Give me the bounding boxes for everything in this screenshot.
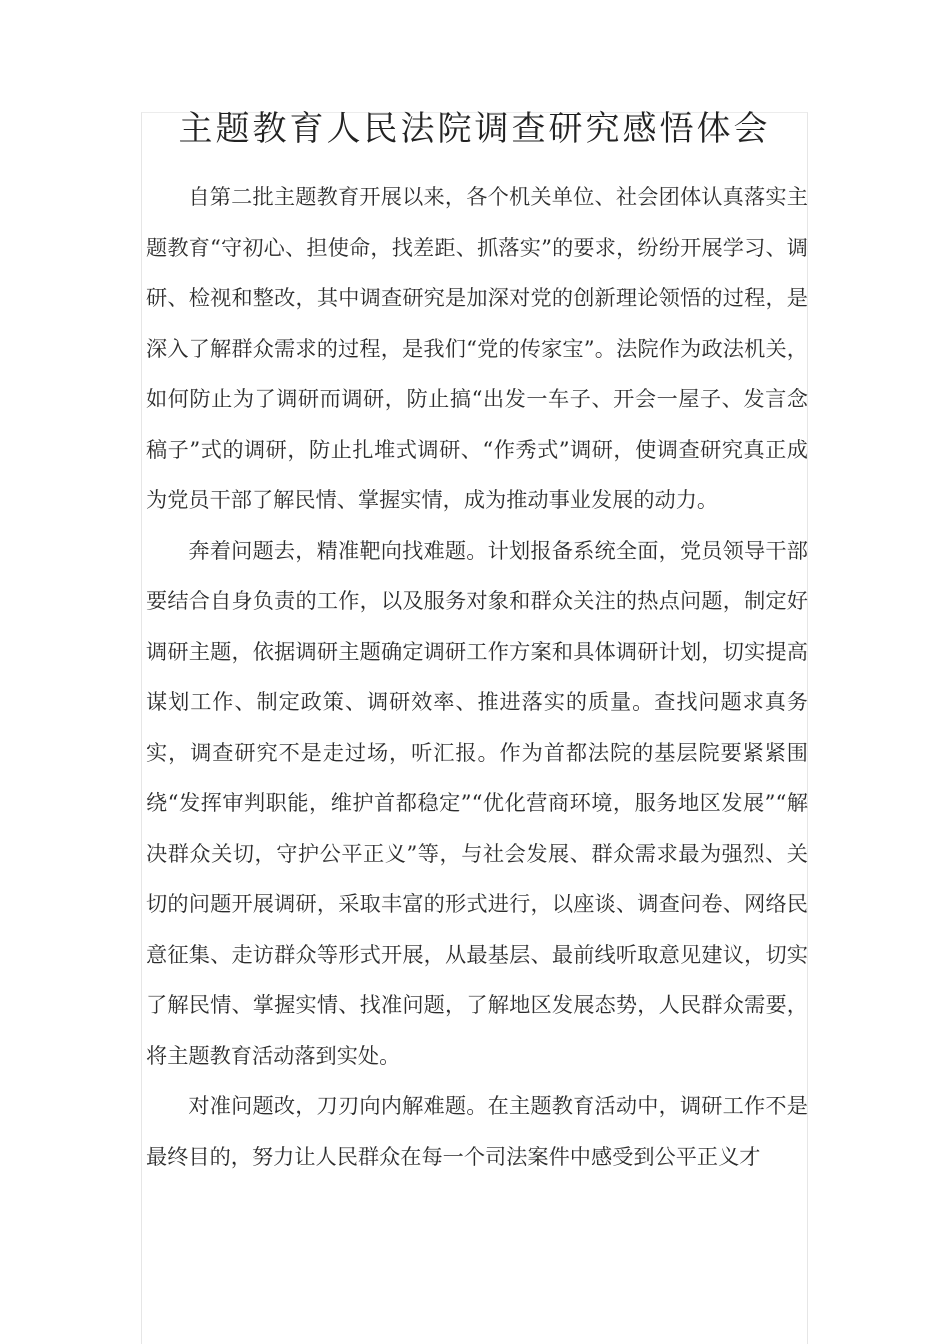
paragraph-1: 自第二批主题教育开展以来，各个机关单位、社会团体认真落实主题教育“守初心、担使命，找差距、抓落实”的要求，纷纷开展学习、调研、检视和整改，其中调查研究是加深对党的创新理论领悟的过程，是深入了解群众需求的过程，是我们“党的传家宝”。法院作为政法机关，如何防止为了调研而调研，防止搞“出发一车子、开会一屋子、发言念稿子”式的调研，防止扎堆式调研、“作秀式”调研，使调查研究真正成为党员干部了解民情、掌握实情，成为推动事业发展的动力。 (146, 184, 808, 512)
paragraph-2: 奔着问题去，精准靶向找难题。计划报备系统全面，党员领导干部要结合自身负责的工作，以及服务对象和群众关注的热点问题，制定好调研主题，依据调研主题确定调研工作方案和具体调研计划，切实提高谋划工作、制定政策、调研效率、推进落实的质量。查找问题求真务实，调查研究不是走过场，听汇报。作为首都法院的基层院要紧紧围绕“发挥审判职能，维护首都稳定”“优化营商环境，服务地区发展”“解决群众关切，守护公平正义”等，与社会发展、群众需求最为强烈、关切的问题开展调研，采取丰富的形式进行，以座谈、调查问卷、网络民意征集、走访群众等形式开展，从最基层、最前线听取意见建议，切实了解民情、掌握实情、找准问题，了解地区发展态势，人民群众需要，将主题教育活动落到实处。 (146, 537, 808, 1068)
document-title: 主题教育人民法院调查研究感悟体会 (178, 109, 771, 149)
paragraph-3: 对准问题改，刀刃向内解难题。在主题教育活动中，调研工作不是最终目的，努力让人民群众在每一个司法案件中感受到公平正义才 (146, 1093, 808, 1169)
document-body (146, 172, 808, 1182)
